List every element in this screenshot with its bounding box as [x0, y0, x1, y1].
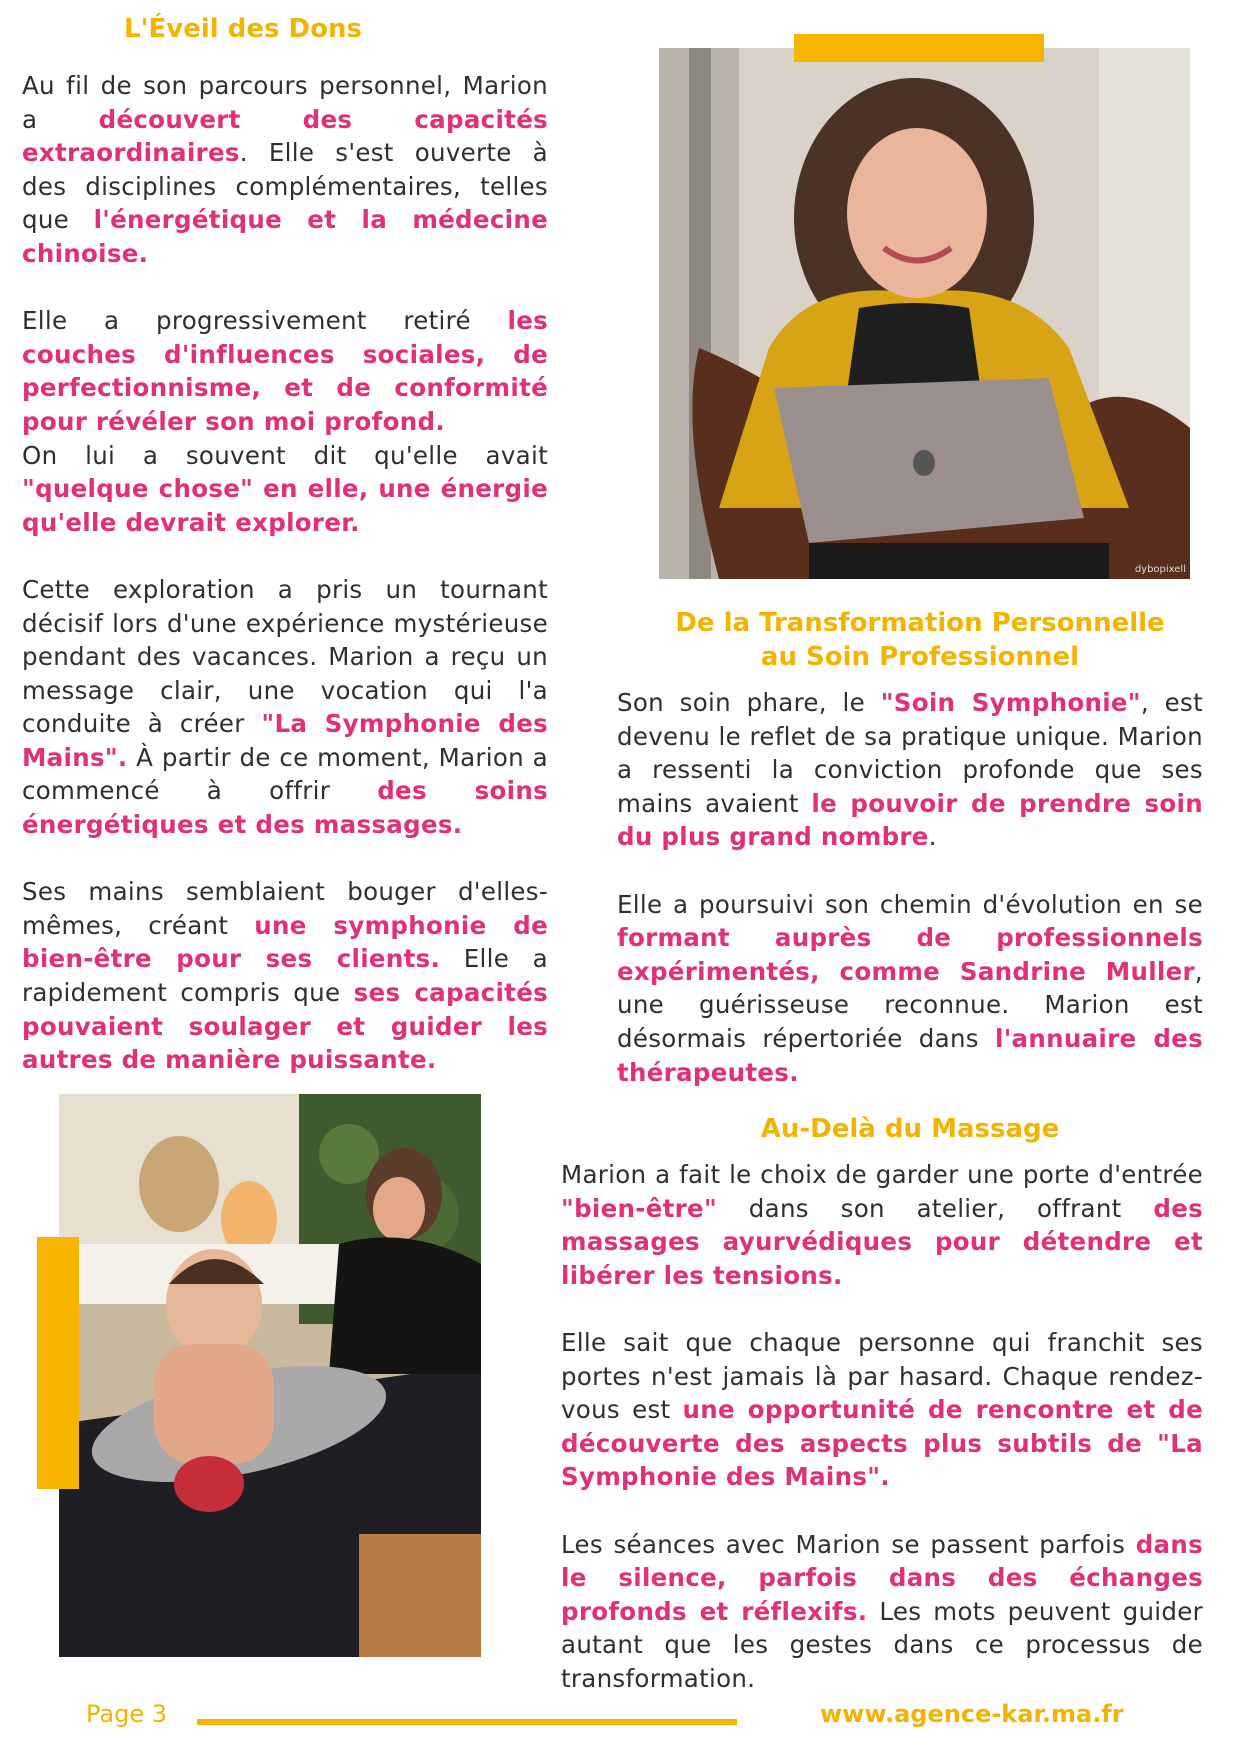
paragraph [617, 686, 1203, 854]
highlighted-text: "quelque chose" en elle, une énergie qu'elle devrait explorer. [22, 474, 548, 537]
body-text: Au fil de son parcours personnel, Marion a [22, 71, 548, 134]
body-text: On lui a souvent dit qu'elle avait [22, 440, 548, 470]
body-text: . Elle s'est ouverte à des disciplines complémentaires, telles que [22, 138, 548, 235]
body-text: Elle a rapidement compris que [22, 944, 548, 1008]
highlighted-text: le pouvoir de prendre soin du plus grand nombre [617, 788, 1204, 852]
body-text: . [928, 822, 937, 852]
paragraph [561, 1528, 1203, 1696]
massage-photo [59, 1094, 481, 1657]
highlighted-text: "La Symphonie des Mains". [22, 709, 548, 772]
paragraph [617, 888, 1203, 1090]
section-eveil-text [22, 69, 548, 1077]
body-text: Les séances avec Marion se passent parfois [561, 1529, 1136, 1559]
highlighted-text: les couches d'influences sociales, de perfectionnisme, et de conformité pour révéler son moi profond. [22, 306, 548, 436]
highlighted-text: des massages ayurvédiques pour détendre et libérer les tensions. [561, 1193, 1203, 1290]
section-title-transformation-line2: au Soin Professionnel [760, 642, 1080, 672]
footer-website-link[interactable]: www.agence-kar.ma.fr [820, 1700, 1124, 1728]
section-massage-text [561, 1158, 1203, 1696]
portrait-photo [659, 48, 1190, 579]
paragraph [561, 1158, 1203, 1292]
body-text: , une guérisseuse reconnue. Marion est désormais répertoriée dans [617, 956, 1203, 1053]
paragraph [22, 69, 548, 271]
highlighted-text: "Soin Symphonie" [880, 688, 1141, 717]
body-text: Cette exploration a pris un tournant décisif lors d'une expérience mystérieuse pendant des vacances. Marion a reçu un message clair, une vocation qui l'a conduite à créer [22, 574, 548, 739]
section-transformation-text [617, 686, 1203, 1089]
body-text: Ses mains semblaient bouger d'elles-mêmes, créant [22, 877, 548, 940]
footer-divider [197, 1719, 737, 1725]
massage-illustration [59, 1094, 481, 1657]
section-title-eveil: L'Éveil des Dons [124, 14, 362, 44]
body-text: Son soin phare, le [617, 688, 881, 717]
section-title-transformation [610, 606, 1230, 674]
paragraph [22, 875, 548, 1077]
highlighted-text: une symphonie de bien-être pour ses clients. [22, 910, 548, 974]
photo2-accent-bar [37, 1237, 79, 1489]
photo-credit: dybopixell [1134, 564, 1186, 575]
highlighted-text: des soins énergétiques et des massages. [22, 776, 548, 840]
body-text: À partir de ce moment, Marion a commencé à offrir [22, 742, 548, 806]
highlighted-text: une opportunité de rencontre et de découverte des aspects plus subtils de "La Symphonie des Mains". [561, 1395, 1203, 1492]
section-title-massage: Au-Delà du Massage [760, 1114, 1060, 1144]
paragraph [561, 1326, 1203, 1494]
body-text: dans son atelier, offrant [717, 1193, 1154, 1223]
highlighted-text: l'annuaire des thérapeutes. [617, 1023, 1203, 1087]
section-title-transformation-line1: De la Transformation Personnelle [675, 608, 1165, 638]
paragraph [22, 573, 548, 842]
highlighted-text: formant auprès de professionnels expérimentés, comme Sandrine Muller [617, 923, 1203, 986]
highlighted-text: découvert des capacités extraordinaires [22, 104, 548, 168]
body-text: Elle a progressivement retiré [22, 306, 508, 336]
body-text: Les mots peuvent guider autant que les gestes dans ce processus de transformation. [561, 1596, 1203, 1693]
portrait-illustration [659, 48, 1190, 579]
highlighted-text: "bien-être" [561, 1193, 718, 1223]
body-text: , est devenu le reflet de sa pratique unique. Marion a ressenti la conviction profonde que ses mains avaient [617, 688, 1203, 818]
photo1-accent-bar [794, 34, 1044, 62]
highlighted-text: dans le silence, parfois dans des échanges profonds et réflexifs. [561, 1529, 1203, 1626]
highlighted-text: l'énergétique et la médecine chinoise. [22, 205, 548, 268]
body-text: Elle a poursuivi son chemin d'évolution en se [617, 889, 1203, 919]
highlighted-text: ses capacités pouvaient soulager et guider les autres de manière puissante. [22, 978, 548, 1075]
body-text: Marion a fait le choix de garder une porte d'entrée [561, 1160, 1203, 1189]
page-number: Page 3 [86, 1700, 167, 1728]
paragraph [22, 304, 548, 539]
body-text: Elle sait que chaque personne qui franchit ses portes n'est jamais là par hasard. Chaque rendez-vous est [561, 1327, 1203, 1425]
